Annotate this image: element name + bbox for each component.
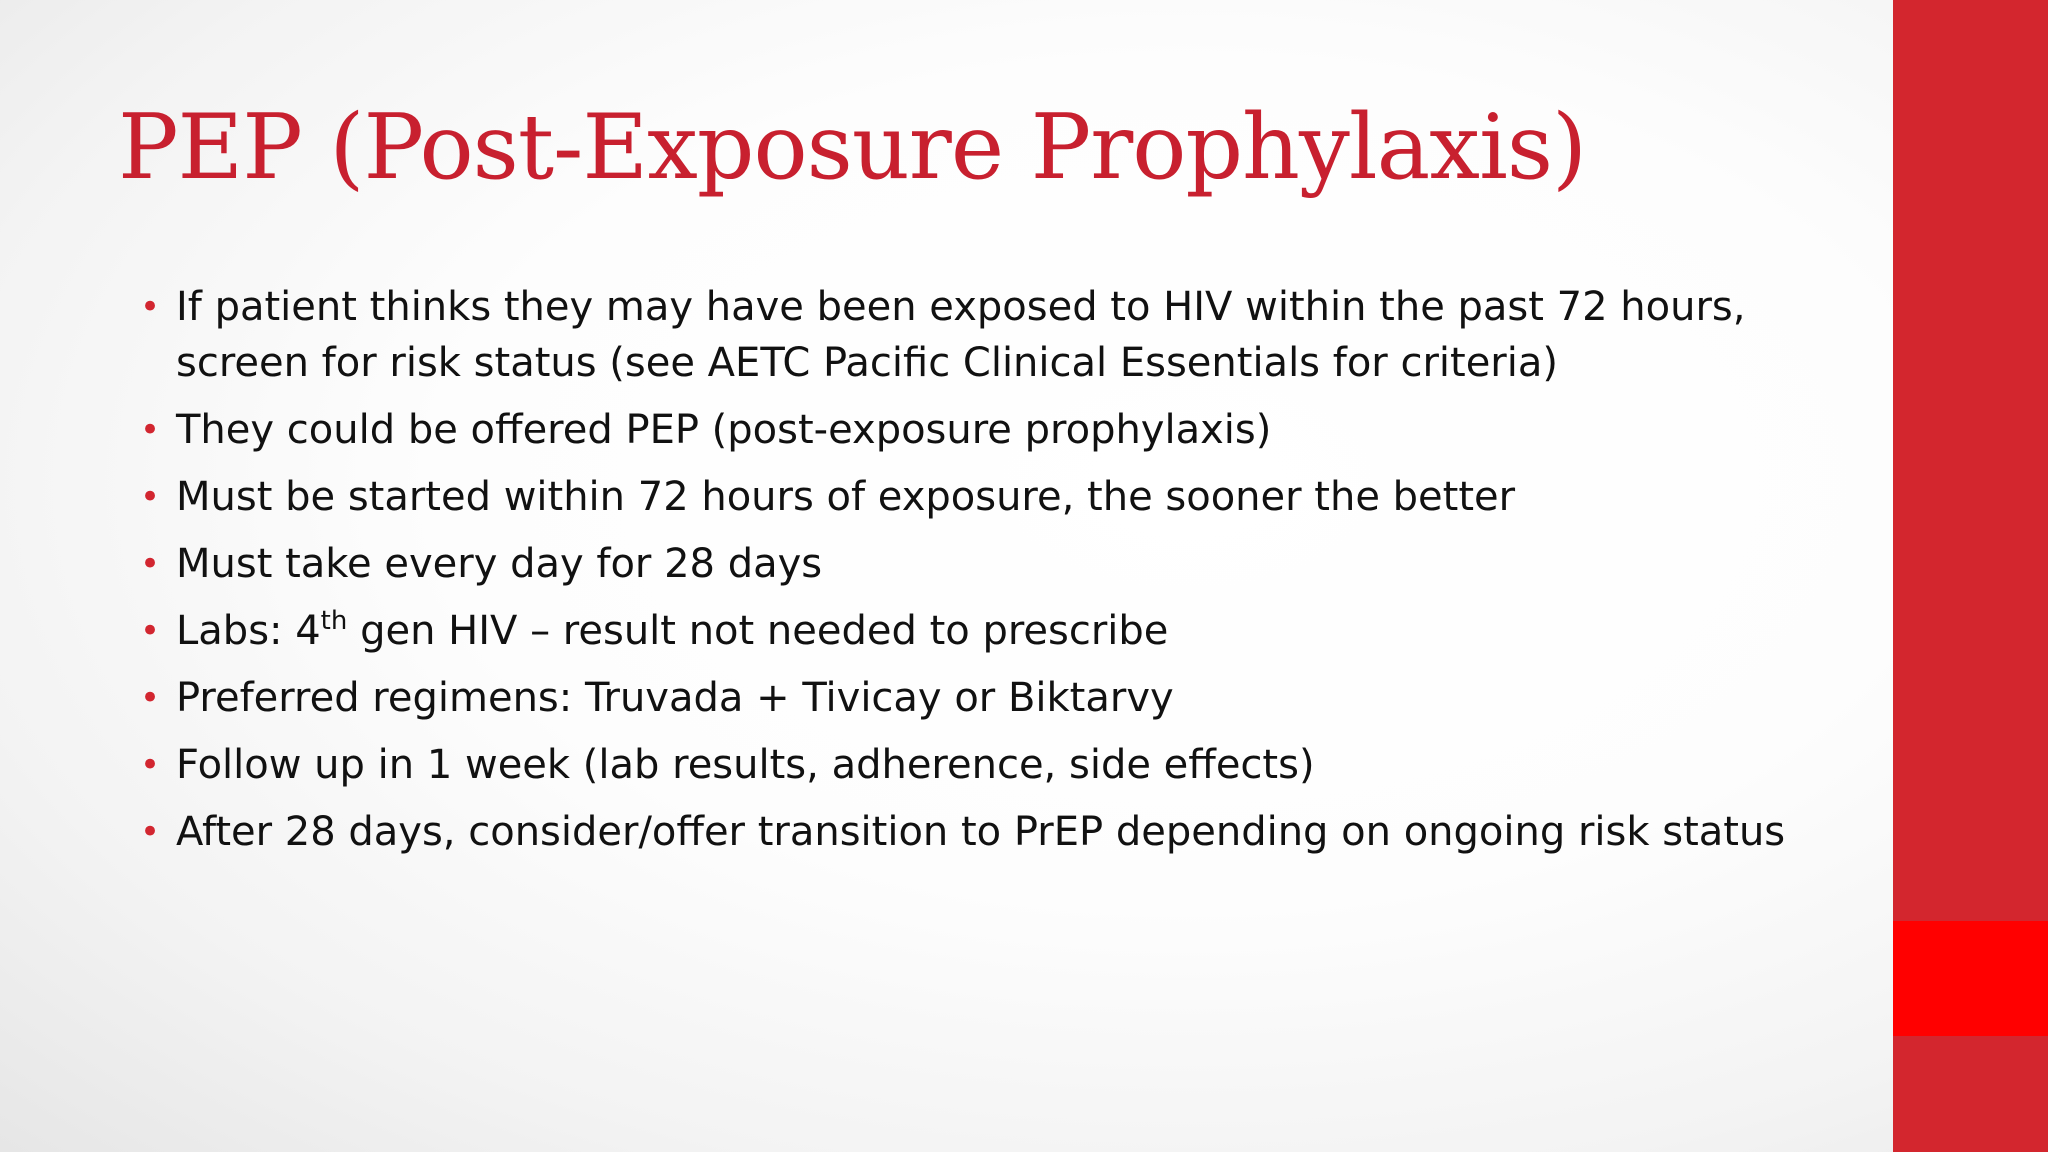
bullet-item xyxy=(140,279,1800,391)
bullet-marker: • xyxy=(140,812,161,852)
sidebar-accent-block xyxy=(1893,921,2048,1036)
bullet-text: After 28 days, consider/offer transition to PrEP depending on ongoing risk status xyxy=(176,809,1786,855)
bullet-text: Follow up in 1 week (lab results, adherence, side effects) xyxy=(176,742,1315,788)
slide-title: PEP (Post-Exposure Prophylaxis) xyxy=(118,95,1587,200)
bullet-item xyxy=(140,670,1800,726)
bullet-marker: • xyxy=(140,410,161,450)
bullet-text-superscript: th xyxy=(320,606,348,636)
bullet-item xyxy=(140,402,1800,458)
bullet-text: Must be started within 72 hours of exposure, the sooner the better xyxy=(176,474,1516,520)
bullet-marker: • xyxy=(140,745,161,785)
bullet-item xyxy=(140,469,1800,525)
bullet-text: Must take every day for 28 days xyxy=(176,541,823,587)
bullet-text: If patient thinks they may have been exposed to HIV within the past 72 hours, screen for risk status (see AETC Pacific Clinical Essentials for criteria) xyxy=(176,284,1746,386)
bullet-marker: • xyxy=(140,678,161,718)
sidebar-decoration xyxy=(1893,0,2048,1152)
bullet-text-post: gen HIV – result not needed to prescribe xyxy=(347,608,1169,654)
bullet-marker: • xyxy=(140,544,161,584)
bullet-text-pre: Labs: 4 xyxy=(176,608,321,654)
bullet-text xyxy=(176,608,1168,654)
bullet-marker: • xyxy=(140,287,161,327)
bullet-text: Preferred regimens: Truvada + Tivicay or Biktarvy xyxy=(176,675,1174,721)
bullet-item xyxy=(140,737,1800,793)
bullet-marker: • xyxy=(140,611,161,651)
bullet-list xyxy=(140,279,1800,871)
bullet-marker: • xyxy=(140,477,161,517)
bullet-text: They could be offered PEP (post-exposure prophylaxis) xyxy=(176,407,1272,453)
bullet-item xyxy=(140,804,1800,860)
bullet-item xyxy=(140,603,1800,659)
bullet-item xyxy=(140,536,1800,592)
